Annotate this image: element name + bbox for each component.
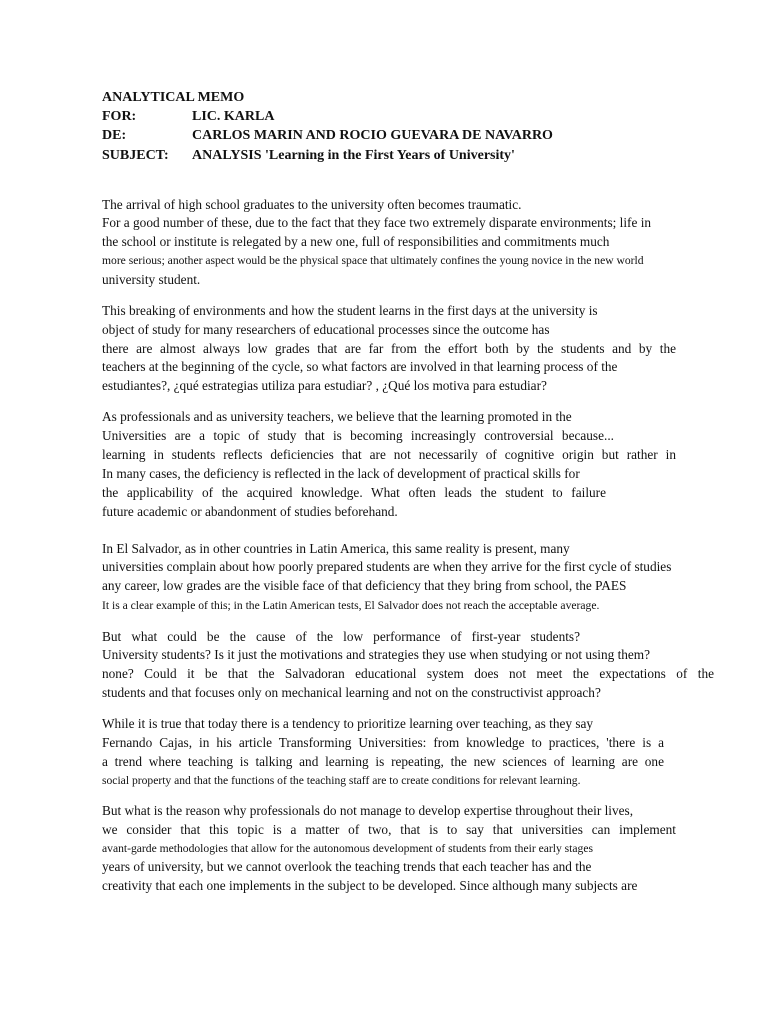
- text-line: For a good number of these, due to the fact that they face two extremely disparate environments; life in: [102, 215, 652, 230]
- text-line: avant-garde methodologies that allow for the autonomous development of students from their early stages: [102, 842, 593, 855]
- text-line: students and that focuses only on mechanical learning and not on the constructivist approach?: [102, 685, 601, 700]
- text-line: estudiantes?, ¿qué estrategias utiliza para estudiar? , ¿Qué los motiva para estudiar?: [102, 378, 547, 393]
- text-line: Universities are a topic of study that is becoming increasingly controversial because...: [102, 428, 614, 443]
- text-line: Fernando Cajas, in his article Transforming Universities: from knowledge to practices, 'there is a: [102, 735, 664, 750]
- text-line: The arrival of high school graduates to the university often becomes traumatic.: [102, 197, 522, 212]
- text-line: we consider that this topic is a matter of two, that is to say that universities can implement: [102, 822, 676, 837]
- text-line: As professionals and as university teachers, we believe that the learning promoted in the: [102, 409, 572, 424]
- for-value: LIC. KARLA: [192, 109, 275, 124]
- text-line: This breaking of environments and how the student learns in the first days at the university is: [102, 303, 598, 318]
- text-line: any career, low grades are the visible face of that deficiency that they bring from school, the PAES: [102, 578, 627, 593]
- de-value: CARLOS MARIN AND ROCIO GUEVARA DE NAVARRO: [192, 128, 553, 143]
- text-line: more serious; another aspect would be the physical space that ultimately confines the young novice in the new world: [102, 254, 644, 267]
- text-line: It is a clear example of this; in the Latin American tests, El Salvador does not reach the acceptable average.: [102, 599, 600, 612]
- text-line: creativity that each one implements in the subject to be developed. Since although many subjects are: [102, 878, 638, 893]
- text-line: universities complain about how poorly prepared students are when they arrive for the first cycle of studies: [102, 559, 672, 574]
- de-label: DE:: [102, 128, 127, 143]
- text-line: a trend where teaching is talking and learning is repeating, the new sciences of learning are one: [102, 754, 664, 769]
- text-line: none? Could it be that the Salvadoran educational system does not meet the expectations of the: [102, 666, 714, 681]
- subject-label: SUBJECT:: [102, 148, 169, 163]
- for-label: FOR:: [102, 109, 137, 124]
- subject-value: ANALYSIS 'Learning in the First Years of University': [192, 148, 515, 163]
- text-line: future academic or abandonment of studies beforehand.: [102, 504, 398, 519]
- text-line: But what could be the cause of the low performance of first-year students?: [102, 629, 580, 644]
- text-line: social property and that the functions of the teaching staff are to create conditions for relevant learning.: [102, 774, 581, 787]
- text-line: teachers at the beginning of the cycle, so what factors are involved in that learning process of the: [102, 359, 618, 374]
- text-line: object of study for many researchers of educational processes since the outcome has: [102, 322, 550, 337]
- text-line: there are almost always low grades that are far from the effort both by the students and by the: [102, 341, 676, 356]
- text-line: In El Salvador, as in other countries in Latin America, this same reality is present, many: [102, 541, 570, 556]
- memo-title: ANALYTICAL MEMO: [102, 90, 245, 105]
- text-line: the applicability of the acquired knowledge. What often leads the student to failure: [102, 485, 606, 500]
- text-line: university student.: [102, 272, 201, 287]
- text-line: University students? Is it just the motivations and strategies they use when studying or not using them?: [102, 647, 651, 662]
- text-line: years of university, but we cannot overlook the teaching trends that each teacher has and the: [102, 859, 592, 874]
- text-line: learning in students reflects deficiencies that are not necessarily of cognitive origin but rather in: [102, 447, 676, 462]
- text-line: the school or institute is relegated by a new one, full of responsibilities and commitments much: [102, 234, 610, 249]
- text-line: In many cases, the deficiency is reflected in the lack of development of practical skills for: [102, 466, 580, 481]
- text-line: But what is the reason why professionals do not manage to develop expertise throughout their lives,: [102, 803, 634, 818]
- text-line: While it is true that today there is a tendency to prioritize learning over teaching, as they say: [102, 716, 594, 731]
